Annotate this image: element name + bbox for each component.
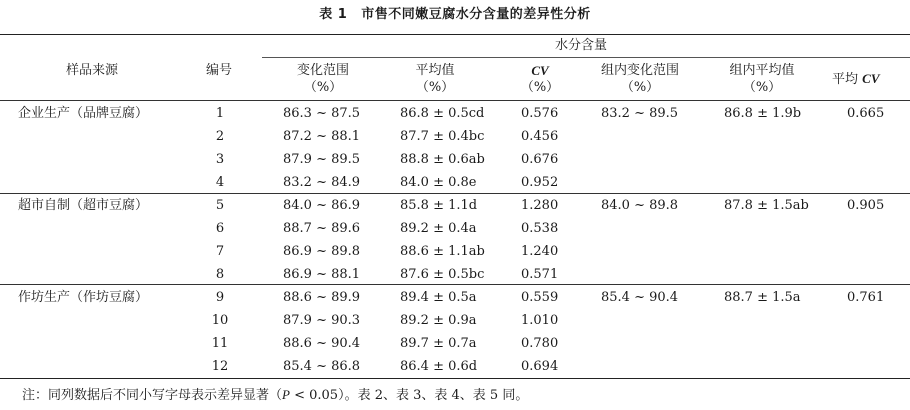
- row-cv: 0.576: [521, 106, 559, 121]
- row-cv: 0.780: [521, 336, 559, 351]
- header-group-range-label: 组内变化范围: [600, 63, 679, 78]
- group-divider-1: [0, 193, 910, 194]
- row-mean: 85.8 ± 1.1d: [400, 198, 478, 213]
- group-avg-cv: 0.761: [847, 290, 885, 305]
- row-cv: 0.538: [521, 221, 559, 236]
- row-mean: 84.0 ± 0.8e: [400, 175, 477, 190]
- header-avg-cv-label: CV: [862, 71, 880, 86]
- table-caption: 市售不同嫩豆腐水分含量的差异性分析: [361, 7, 591, 22]
- header-group-range: [585, 62, 695, 96]
- row-range: 87.2 ~ 88.1: [283, 129, 361, 144]
- row-cv: 1.280: [521, 198, 559, 213]
- row-cv: 1.010: [521, 313, 559, 328]
- row-cv: 0.456: [521, 129, 559, 144]
- row-range: 83.2 ~ 84.9: [283, 175, 361, 190]
- header-range-label: 变化范围: [296, 63, 349, 78]
- header-range: [278, 62, 368, 96]
- header-avg-cv: [832, 71, 880, 88]
- group-source: 超市自制（超市豆腐）: [18, 198, 149, 213]
- header-cv-unit: （%）: [520, 80, 560, 95]
- row-cv: 0.676: [521, 152, 559, 167]
- table-title: [0, 5, 910, 25]
- group-avg-cv: 0.905: [847, 198, 885, 213]
- row-range: 87.9 ~ 90.3: [283, 313, 361, 328]
- header-group-range-unit: （%）: [620, 80, 660, 95]
- header-group-mean: [712, 62, 812, 96]
- group-source: 作坊生产（作坊豆腐）: [18, 290, 149, 305]
- bottom-rule: [0, 378, 910, 379]
- row-number: 9: [215, 290, 225, 305]
- row-mean: 89.2 ± 0.9a: [400, 313, 477, 328]
- header-mean-unit: （%）: [415, 80, 455, 95]
- row-mean: 87.6 ± 0.5bc: [400, 267, 485, 282]
- group-avg-cv: 0.665: [847, 106, 885, 121]
- footnote-p-symbol: P: [282, 387, 290, 402]
- table-number: 表 1: [319, 7, 348, 22]
- header-avg-cv-prefix: 平均: [832, 72, 859, 87]
- row-range: 86.9 ~ 88.1: [283, 267, 361, 282]
- row-number: 7: [215, 244, 225, 259]
- row-range: 86.9 ~ 89.8: [283, 244, 361, 259]
- row-range: 88.7 ~ 89.6: [283, 221, 361, 236]
- header-cv-label: CV: [531, 63, 549, 78]
- row-range: 87.9 ~ 89.5: [283, 152, 361, 167]
- row-number: 3: [215, 152, 225, 167]
- group-range: 83.2 ~ 89.5: [601, 106, 679, 121]
- group-mean: 88.7 ± 1.5a: [724, 290, 801, 305]
- row-number: 6: [215, 221, 225, 236]
- row-range: 86.3 ~ 87.5: [283, 106, 361, 121]
- row-cv: 0.694: [521, 359, 559, 374]
- row-cv: 0.571: [521, 267, 559, 282]
- row-mean: 89.7 ± 0.7a: [400, 336, 477, 351]
- top-rule: [0, 34, 910, 35]
- header-group-mean-label: 组内平均值: [729, 63, 795, 78]
- row-number: 2: [215, 129, 225, 144]
- group-range: 85.4 ~ 90.4: [601, 290, 679, 305]
- row-mean: 88.8 ± 0.6ab: [400, 152, 485, 167]
- group-divider-2: [0, 284, 910, 285]
- row-mean: 89.2 ± 0.4a: [400, 221, 477, 236]
- header-cv: [512, 62, 568, 96]
- row-number: 12: [211, 359, 229, 374]
- row-number: 5: [215, 198, 225, 213]
- header-mean-label: 平均值: [415, 63, 455, 78]
- group-mean: 86.8 ± 1.9b: [724, 106, 802, 121]
- row-cv: 0.559: [521, 290, 559, 305]
- header-mean: [390, 62, 480, 96]
- row-range: 85.4 ~ 86.8: [283, 359, 361, 374]
- row-mean: 89.4 ± 0.5a: [400, 290, 477, 305]
- row-cv: 0.952: [521, 175, 559, 190]
- header-number: 编号: [206, 63, 233, 78]
- row-number: 8: [215, 267, 225, 282]
- row-number: 1: [215, 106, 225, 121]
- row-mean: 86.8 ± 0.5cd: [400, 106, 485, 121]
- table-footnote: [22, 387, 528, 404]
- group-mean: 87.8 ± 1.5ab: [724, 198, 809, 213]
- group-range: 84.0 ~ 89.8: [601, 198, 679, 213]
- row-number: 11: [211, 336, 229, 351]
- row-mean: 88.6 ± 1.1ab: [400, 244, 485, 259]
- header-source: 样品来源: [66, 63, 119, 78]
- group-header-rule: [262, 57, 910, 58]
- header-group-mean-unit: （%）: [742, 80, 782, 95]
- footnote-condition: < 0.05: [289, 388, 339, 403]
- row-mean: 87.7 ± 0.4bc: [400, 129, 485, 144]
- row-number: 4: [215, 175, 225, 190]
- row-cv: 1.240: [521, 244, 559, 259]
- header-rule: [0, 100, 910, 101]
- header-water-content: 水分含量: [555, 38, 608, 53]
- row-range: 88.6 ~ 90.4: [283, 336, 361, 351]
- group-source: 企业生产（品牌豆腐）: [18, 106, 149, 121]
- footnote-suffix: ）。表 2、表 3、表 4、表 5 同。: [338, 388, 529, 403]
- row-range: 88.6 ~ 89.9: [283, 290, 361, 305]
- row-number: 10: [211, 313, 229, 328]
- row-range: 84.0 ~ 86.9: [283, 198, 361, 213]
- header-range-unit: （%）: [303, 80, 343, 95]
- footnote-prefix: 注：同列数据后不同小写字母表示差异显著（: [22, 388, 283, 403]
- row-mean: 86.4 ± 0.6d: [400, 359, 478, 374]
